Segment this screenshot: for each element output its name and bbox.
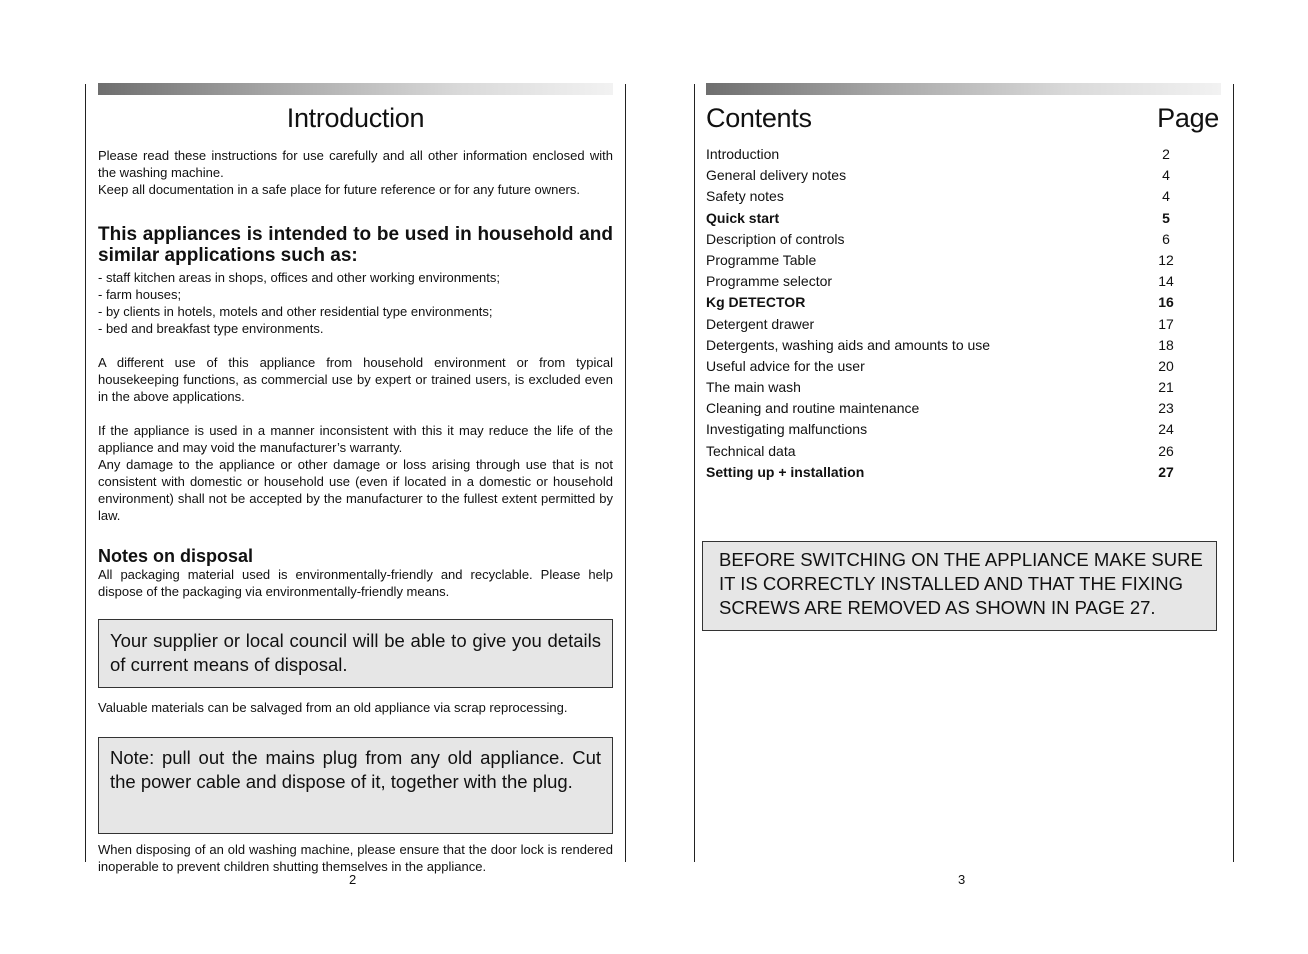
contents-page [706,96,1221,618]
intro-paragraph: Please read these instructions for use carefully and all other information enclosed with the washing machine. [98,148,613,180]
warranty-text [98,422,613,524]
door-lock-text [98,841,613,875]
intro-paragraph: Keep all documentation in a safe place for future reference or for any future owners. [98,182,580,197]
paragraph: Any damage to the appliance or other damage or loss arising through use that is not consistent with domestic or household use (even if located in a domestic or household environment) shall not be accepted by the manufacturer to the fullest extent permitted by law. [98,457,613,523]
toc-page-number: 6 [1162,230,1170,247]
right-header-bar [706,83,1221,95]
table-of-contents [706,144,1221,483]
toc-page-number: 21 [1158,379,1174,396]
intro-text [98,147,613,198]
toc-entry [706,441,1186,462]
toc-entry [706,335,1186,356]
left-page-left-rule [85,84,86,862]
supplier-note-box [98,619,613,688]
toc-entry [706,208,1186,229]
different-use-text [98,354,613,405]
installation-warning-box [702,541,1217,631]
toc-entry [706,462,1186,483]
toc-label: Useful advice for the user [706,357,865,374]
left-page-right-rule [625,84,626,862]
toc-label: Safety notes [706,188,784,205]
paragraph: A different use of this appliance from household environment or from typical housekeeping functions, as commercial use by expert or trained users, is excluded even in the above applications. [98,355,613,404]
toc-label: Description of controls [706,230,845,247]
toc-entry [706,292,1186,313]
toc-page-number: 16 [1158,294,1174,311]
toc-label: Quick start [706,209,780,226]
toc-label: Programme Table [706,251,817,268]
toc-page-number: 14 [1158,273,1174,290]
toc-page-number: 26 [1158,442,1174,459]
page-title: Introduction [286,103,425,133]
disposal-text [98,566,613,600]
right-page-number: 3 [958,872,966,887]
toc-label: Cleaning and routine maintenance [706,400,920,417]
toc-label: Introduction [706,146,780,162]
paragraph: Valuable materials can be salvaged from an old appliance via scrap reprocessing. [98,700,568,715]
disposal-heading: Notes on disposal [98,546,254,566]
paragraph: When disposing of an old washing machine, please ensure that the door lock is rendered inoperable to prevent children shutting themselves in the appliance. [98,842,613,874]
toc-entry [706,250,1186,271]
toc-label: Technical data [706,442,796,459]
contents-header [706,103,1221,134]
right-page-right-rule [1233,84,1234,862]
toc-page-number: 12 [1158,251,1174,268]
toc-page-number: 2 [1162,146,1170,162]
toc-entry [706,229,1186,250]
toc-entry [706,186,1186,207]
toc-entry [706,398,1186,419]
toc-page-number: 5 [1162,209,1170,226]
toc-label: Setting up + installation [706,463,865,480]
toc-entry [706,419,1186,440]
plug-note-text: Note: pull out the mains plug from any old appliance. Cut the power cable and dispose of it, together with the plug. [110,747,601,792]
list-item: - bed and breakfast type environments. [98,321,324,336]
toc-entry [706,356,1186,377]
left-header-bar [98,83,613,95]
toc-page-number: 27 [1158,463,1174,480]
toc-label: Detergent drawer [706,315,815,332]
list-item: - by clients in hotels, motels and other residential type environments; [98,304,493,319]
toc-entry [706,314,1186,335]
list-item: - staff kitchen areas in shops, offices and other working environments; [98,270,501,285]
supplier-note-text: Your supplier or local council will be able to give you details of current means of disposal. [110,630,601,675]
toc-label: Programme selector [706,273,833,290]
household-list [98,269,613,337]
salvage-text [98,699,613,716]
toc-page-number: 18 [1158,336,1174,353]
toc-page-number: 17 [1158,315,1174,332]
toc-label: General delivery notes [706,167,847,184]
toc-label: Investigating malfunctions [706,421,868,438]
paragraph: All packaging material used is environmentally-friendly and recyclable. Please help dispose of the packaging via environmentally-friendly means. [98,567,613,599]
toc-page-number: 24 [1158,421,1174,438]
list-item: - farm houses; [98,287,182,302]
household-heading: This appliances is intended to be used in household and similar applications such as: [98,224,613,266]
toc-entry [706,377,1186,398]
toc-page-number: 4 [1162,167,1170,184]
toc-page-number: 23 [1158,400,1174,417]
page-column-label: Page [1157,103,1219,133]
left-page-number: 2 [349,872,357,887]
right-page-left-rule [694,84,695,862]
toc-page-number: 20 [1158,357,1174,374]
toc-label: Detergents, washing aids and amounts to use [706,336,991,353]
toc-entry [706,271,1186,292]
installation-warning-text: BEFORE SWITCHING ON THE APPLIANCE MAKE SURE IT IS CORRECTLY INSTALLED AND THAT THE FIXING SCREWS ARE REMOVED AS SHOWN IN PAGE 27. [719,549,1203,618]
toc-entry [706,165,1186,186]
toc-entry [706,144,1186,165]
page-title: Contents [706,103,812,133]
plug-note-box [98,737,613,834]
introduction-page [98,96,613,875]
toc-label: The main wash [706,379,801,396]
toc-page-number: 4 [1162,188,1170,205]
toc-label: Kg DETECTOR [706,294,806,311]
paragraph: If the appliance is used in a manner inconsistent with this it may reduce the life of the appliance and may void the manufacturer’s warranty. [98,423,613,455]
